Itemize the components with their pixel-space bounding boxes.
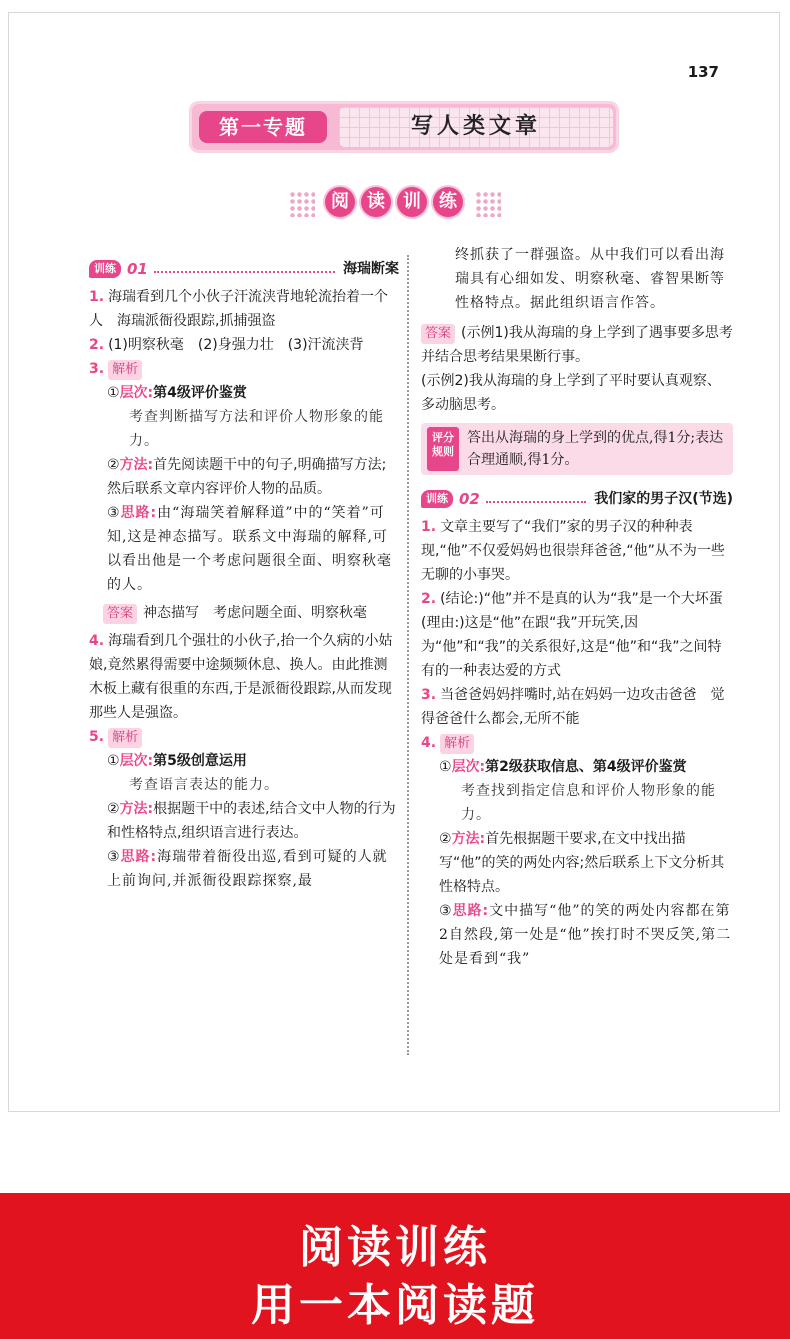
answer-tag: 答案 bbox=[103, 604, 137, 624]
exercise-badge: 训练 bbox=[89, 260, 121, 278]
book-page bbox=[8, 12, 780, 1112]
exercise-number: 02 bbox=[459, 490, 480, 508]
analysis-item: ②方法:首先阅读题干中的句子,明确描写方法;然后联系文章内容评价人物的品质。 bbox=[107, 457, 387, 497]
exercise-header-02 bbox=[421, 485, 733, 513]
section-title-char: 读 bbox=[361, 187, 391, 217]
section-title-char: 阅 bbox=[325, 187, 355, 217]
page-number: 137 bbox=[687, 63, 719, 81]
analysis-subtext: 考查语言表达的能力。 bbox=[129, 777, 279, 793]
section-title-char: 练 bbox=[433, 187, 463, 217]
analysis-item: ②方法:首先根据题干要求,在文中找出描写“他”的笑的两处内容;然后联系上下文分析其性格特点。 bbox=[439, 831, 725, 895]
section-title-char: 训 bbox=[397, 187, 427, 217]
exercise-number: 01 bbox=[127, 260, 148, 278]
dotted-leader bbox=[486, 501, 586, 503]
analysis-subtext: 考查判断描写方法和评价人物形象的能力。 bbox=[129, 409, 384, 449]
column-divider bbox=[407, 255, 409, 1055]
scoring-rules-box bbox=[421, 423, 733, 475]
left-column bbox=[89, 255, 399, 893]
analysis-item: ①层次:第4级评价鉴赏 bbox=[107, 385, 247, 401]
exercise-header-01 bbox=[89, 255, 399, 283]
scoring-rules-tag: 评分规则 bbox=[427, 427, 459, 471]
answer-line: (示例2)我从海瑞的身上学到了平时要认真观察、多动脑思考。 bbox=[421, 373, 721, 413]
analysis-item: ③思路:文中描写“他”的笑的两处内容都在第2自然段,第一处是“他”挨打时不哭反笑,第二处是看到“我” bbox=[439, 903, 732, 967]
right-column bbox=[421, 243, 733, 971]
footer-subheadline: 用一本阅读题 bbox=[251, 1280, 539, 1331]
question-3: 3. 解析 bbox=[89, 357, 399, 381]
analysis-item: ②方法:根据题干中的表述,结合文中人物的行为和性格特点,组织语言进行表达。 bbox=[107, 801, 396, 841]
analysis-item: ③思路:海瑞带着衙役出巡,看到可疑的人就上前询问,并派衙役跟踪探察,最 bbox=[107, 849, 388, 889]
promo-footer-banner bbox=[0, 1193, 790, 1339]
exercise-badge: 训练 bbox=[421, 490, 453, 508]
analysis-item: ①层次:第2级获取信息、第4级评价鉴赏 bbox=[439, 759, 687, 775]
dots-decoration-left bbox=[289, 191, 315, 217]
question-1: 1. 海瑞看到几个小伙子汗流浃背地轮流抬着一个人 海瑞派衙役跟踪,抓捕强盗 bbox=[89, 289, 389, 329]
exercise-title: 海瑞断案 bbox=[343, 261, 399, 277]
answer-tag: 答案 bbox=[421, 324, 455, 344]
answer-line: 答案 (示例1)我从海瑞的身上学到了遇事要多思考并结合思考结果果断行事。 bbox=[421, 325, 733, 365]
analysis-subtext: 考查找到指定信息和评价人物形象的能力。 bbox=[461, 783, 716, 823]
question-5: 5. 解析 bbox=[89, 725, 399, 749]
dots-decoration-right bbox=[475, 191, 501, 217]
question-4: 4. 海瑞看到几个强壮的小伙子,抬一个久病的小姑娘,竟然累得需要中途频频休息、换人。由此推测木板上藏有很重的东西,于是派衙役跟踪,从而发现那些人是强盗。 bbox=[89, 633, 393, 721]
banner-tag: 第一专题 bbox=[199, 111, 327, 143]
answer-line: 答案 神态描写 考虑问题全面、明察秋毫 bbox=[89, 601, 399, 625]
question-2: 2. (1)明察秋毫 (2)身强力壮 (3)汗流浃背 bbox=[89, 337, 364, 353]
dotted-leader bbox=[154, 271, 335, 273]
analysis-tag: 解析 bbox=[440, 734, 474, 754]
analysis-item: ③思路:由“海瑞笑着解释道”中的“笑着”可知,这是神态描写。联系文中海瑞的解释,可以看出他是一个考虑问题很全面、明察秋毫的人。 bbox=[107, 505, 392, 593]
chapter-banner bbox=[189, 101, 619, 153]
scoring-rules-text: 答出从海瑞的身上学到的优点,得1分;表达合理通顺,得1分。 bbox=[467, 430, 724, 468]
question-2-reason: (理由:)这是“他”在跟“我”开玩笑,因为“他”和“我”的关系很好,这是“他”和“我”之间特有的一种表达爱的方式 bbox=[421, 615, 722, 679]
exercise-title: 我们家的男子汉(节选) bbox=[594, 491, 733, 507]
section-title bbox=[9, 183, 781, 223]
analysis-tag: 解析 bbox=[108, 360, 142, 380]
analysis-item: ①层次:第5级创意运用 bbox=[107, 753, 247, 769]
question-3: 3. 当爸爸妈妈拌嘴时,站在妈妈一边攻击爸爸 觉得爸爸什么都会,无所不能 bbox=[421, 687, 725, 727]
continued-text: 终抓获了一群强盗。从中我们可以看出海瑞具有心细如发、明察秋毫、睿智果断等性格特点。据此组织语言作答。 bbox=[455, 247, 725, 311]
footer-headline: 阅读训练 bbox=[299, 1222, 491, 1273]
question-2: 2. (结论:)“他”并不是真的认为“我”是一个大坏蛋 bbox=[421, 591, 723, 607]
banner-title: 写人类文章 bbox=[410, 114, 541, 139]
question-1: 1. 文章主要写了“我们”家的男子汉的种种表现,“他”不仅爱妈妈也很崇拜爸爸,“他”从不为一些无聊的小事哭。 bbox=[421, 519, 725, 583]
question-4: 4. 解析 bbox=[421, 731, 733, 755]
analysis-tag: 解析 bbox=[108, 728, 142, 748]
